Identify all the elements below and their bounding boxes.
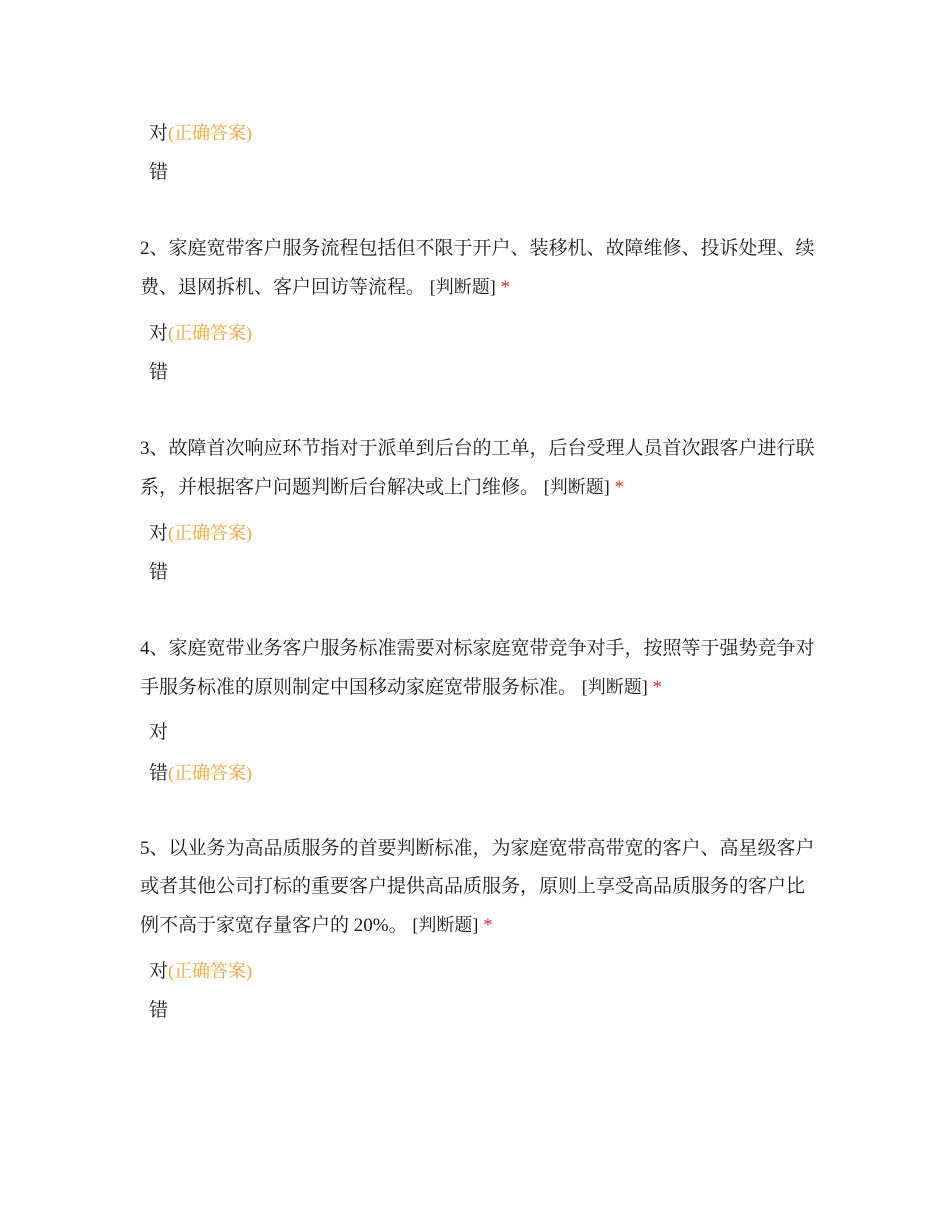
option-false[interactable] xyxy=(149,999,168,1023)
correct-answer-tag: (正确答案) xyxy=(168,123,253,143)
option-label: 对 xyxy=(149,961,169,982)
option-label: 错 xyxy=(149,763,169,784)
correct-answer-tag: (正确答案) xyxy=(168,523,253,543)
option-label: 错 xyxy=(149,562,169,583)
correct-answer-tag: (正确答案) xyxy=(168,763,253,783)
option-false[interactable] xyxy=(149,761,252,786)
option-false[interactable] xyxy=(149,161,168,185)
option-label: 错 xyxy=(149,1000,169,1021)
option-true[interactable] xyxy=(149,521,252,546)
option-label: 错 xyxy=(149,362,169,383)
option-true[interactable] xyxy=(149,959,252,984)
option-label: 对 xyxy=(149,523,169,544)
question-body: 5、以业务为高品质服务的首要判断标准，为家庭宽带高带宽的客户、高星级客户或者其他公司打标的重要客户提供高品质服务，原则上享受高品质服务的客户比例不高于家宽存量客户的 20%。 xyxy=(140,838,815,936)
option-false[interactable] xyxy=(149,561,168,585)
required-mark: * xyxy=(500,277,511,298)
option-false[interactable] xyxy=(149,361,168,385)
question-text xyxy=(140,630,820,707)
correct-answer-tag: (正确答案) xyxy=(168,961,253,981)
question-body: 3、故障首次响应环节指对于派单到后台的工单，后台受理人员首次跟客户进行联系，并根据客户问题判断后台解决或上门维修。 xyxy=(140,438,815,498)
required-mark: * xyxy=(614,477,625,498)
question-body: 4、家庭宽带业务客户服务标准需要对标家庭宽带竞争对手，按照等于强势竞争对手服务标准的原则制定中国移动家庭宽带服务标准。 xyxy=(140,638,815,698)
required-mark: * xyxy=(652,677,663,698)
question-type-tag: [判断题] xyxy=(581,677,648,697)
question-text xyxy=(140,830,820,945)
required-mark: * xyxy=(483,915,493,936)
correct-answer-tag: (正确答案) xyxy=(168,323,253,343)
option-true[interactable] xyxy=(149,321,252,346)
option-label: 对 xyxy=(149,722,169,743)
question-type-tag: [判断题] xyxy=(429,277,496,297)
option-label: 对 xyxy=(149,123,169,144)
option-label: 对 xyxy=(149,323,169,344)
question-type-tag: [判断题] xyxy=(543,477,610,497)
question-text xyxy=(140,230,820,307)
question-type-tag: [判断题] xyxy=(412,915,479,935)
question-text xyxy=(140,430,820,507)
question-body: 2、家庭宽带客户服务流程包括但不限于开户、装移机、故障维修、投诉处理、续费、退网拆机、客户回访等流程。 xyxy=(140,238,815,298)
option-true[interactable] xyxy=(149,721,168,745)
option-true[interactable] xyxy=(149,121,252,146)
option-label: 错 xyxy=(149,162,169,183)
